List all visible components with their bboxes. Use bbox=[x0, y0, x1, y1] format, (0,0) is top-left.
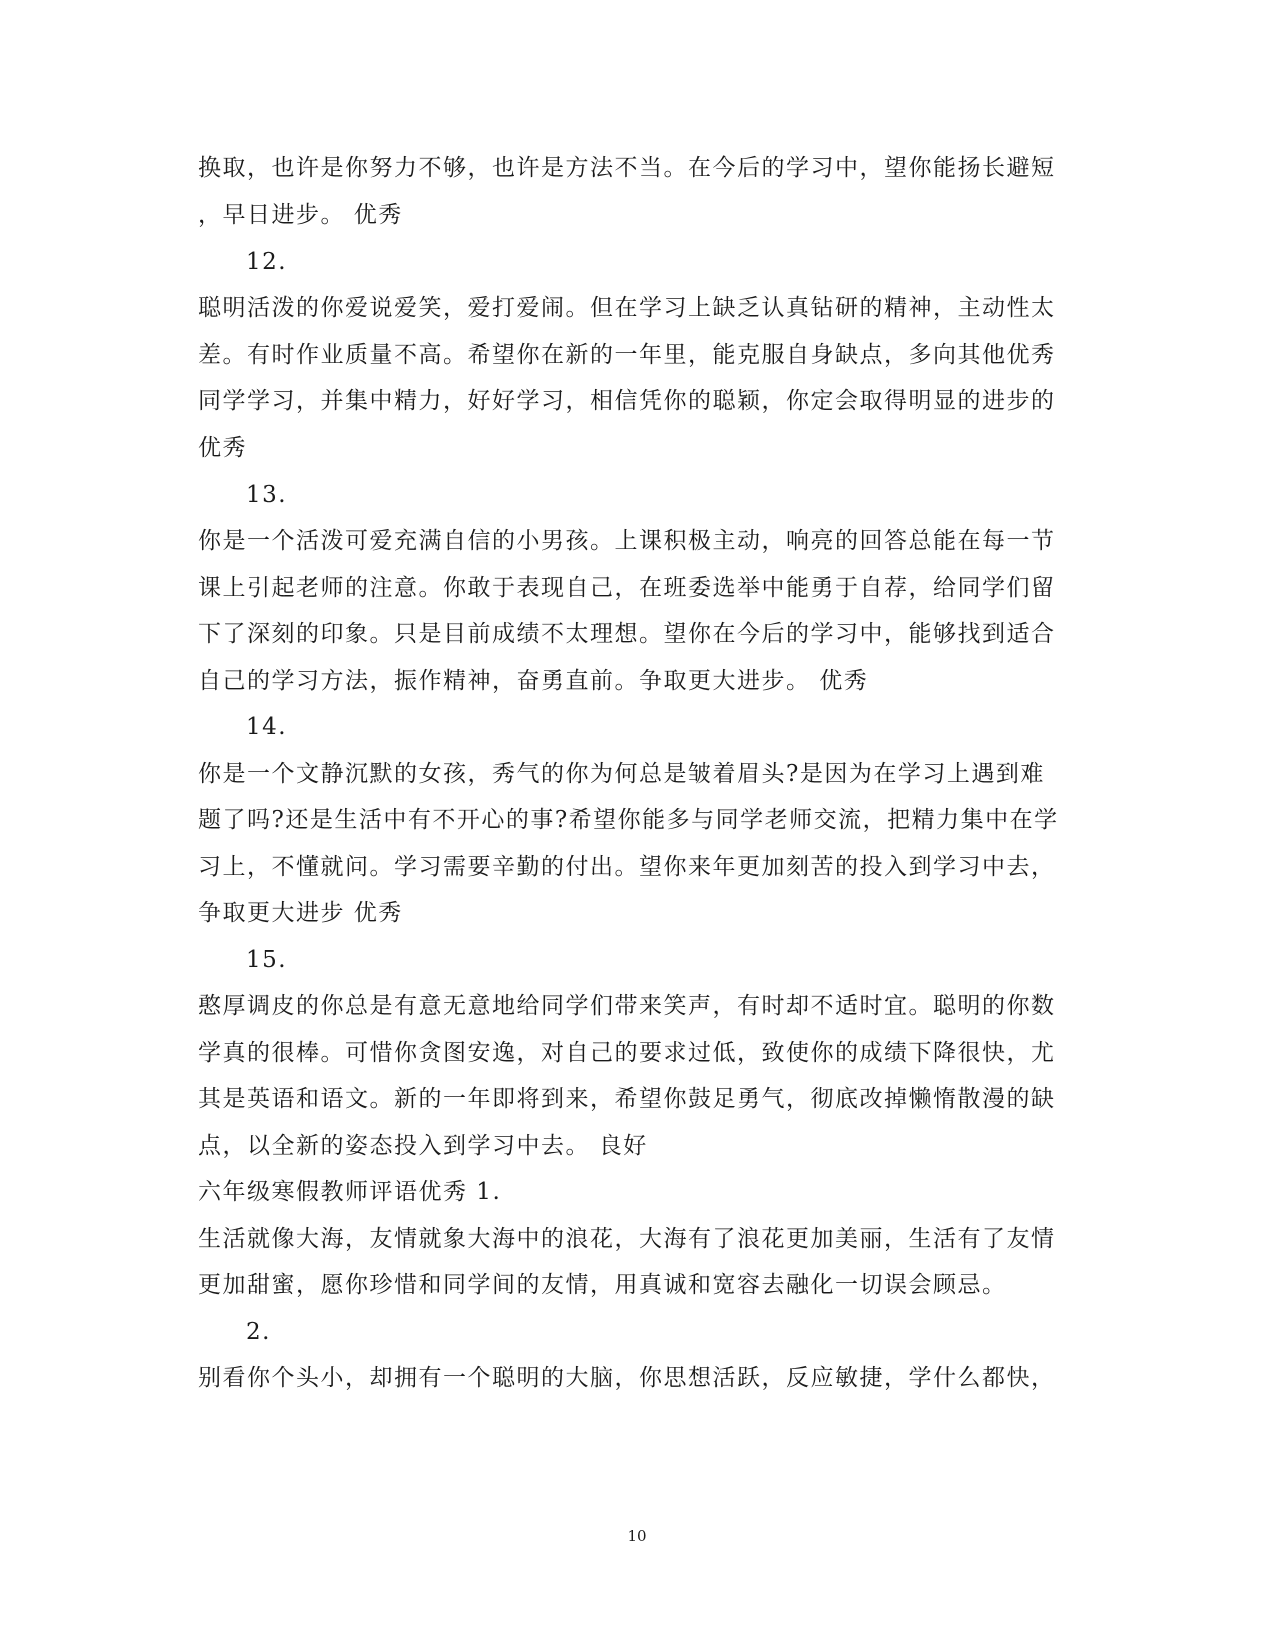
text-line: 自己的学习方法，振作精神，奋勇直前。争取更大进步。 优秀 bbox=[198, 668, 869, 694]
text-line: 点，以全新的姿态投入到学习中去。 良好 bbox=[198, 1133, 648, 1159]
text-line: 争取更大进步 优秀 bbox=[198, 900, 403, 926]
text-line: 更加甜蜜，愿你珍惜和同学间的友情，用真诚和宽容去融化一切误会顾忌。 bbox=[198, 1272, 1007, 1298]
item-number: 13. bbox=[246, 482, 288, 508]
text-line: 生活就像大海，友情就象大海中的浪花，大海有了浪花更加美丽，生活有了友情 bbox=[198, 1226, 1056, 1252]
item-number: 15. bbox=[246, 947, 288, 973]
text-line: 下了深刻的印象。只是目前成绩不太理想。望你在今后的学习中，能够找到适合 bbox=[198, 621, 1056, 647]
text-line: 你是一个文静沉默的女孩，秀气的你为何总是皱着眉头?是因为在学习上遇到难 bbox=[198, 761, 1045, 787]
text-line: 题了吗?还是生活中有不开心的事?希望你能多与同学老师交流，把精力集中在学 bbox=[198, 807, 1059, 833]
text-line: 你是一个活泼可爱充满自信的小男孩。上课积极主动，响亮的回答总能在每一节 bbox=[198, 528, 1056, 554]
section-heading: 六年级寒假教师评语优秀 1. bbox=[198, 1179, 502, 1205]
text-line: 学真的很棒。可惜你贪图安逸，对自己的要求过低，致使你的成绩下降很快，尤 bbox=[198, 1040, 1056, 1066]
text-line: 课上引起老师的注意。你敢于表现自己，在班委选举中能勇于自荐，给同学们留 bbox=[198, 575, 1056, 601]
item-number: 12. bbox=[246, 249, 288, 275]
item-number: 2. bbox=[246, 1319, 271, 1345]
text-line: 差。有时作业质量不高。希望你在新的一年里，能克服自身缺点，多向其他优秀 bbox=[198, 342, 1056, 368]
text-line: ，早日进步。 优秀 bbox=[198, 202, 403, 228]
text-line: 其是英语和语文。新的一年即将到来，希望你鼓足勇气，彻底改掉懒惰散漫的缺 bbox=[198, 1086, 1056, 1112]
page-number: 10 bbox=[627, 1527, 647, 1545]
item-number: 14. bbox=[246, 714, 288, 740]
text-line: 同学学习，并集中精力，好好学习，相信凭你的聪颖，你定会取得明显的进步的 bbox=[198, 388, 1056, 414]
text-line: 优秀 bbox=[198, 435, 247, 461]
text-line: 憨厚调皮的你总是有意无意地给同学们带来笑声，有时却不适时宜。聪明的你数 bbox=[198, 993, 1056, 1019]
text-line: 聪明活泼的你爱说爱笑，爱打爱闹。但在学习上缺乏认真钻研的精神，主动性太 bbox=[198, 295, 1056, 321]
text-line: 习上，不懂就问。学习需要辛勤的付出。望你来年更加刻苦的投入到学习中去， bbox=[198, 854, 1056, 880]
text-line: 别看你个头小，却拥有一个聪明的大脑，你思想活跃，反应敏捷，学什么都快， bbox=[198, 1365, 1056, 1391]
text-line: 换取，也许是你努力不够，也许是方法不当。在今后的学习中，望你能扬长避短 bbox=[198, 155, 1056, 181]
